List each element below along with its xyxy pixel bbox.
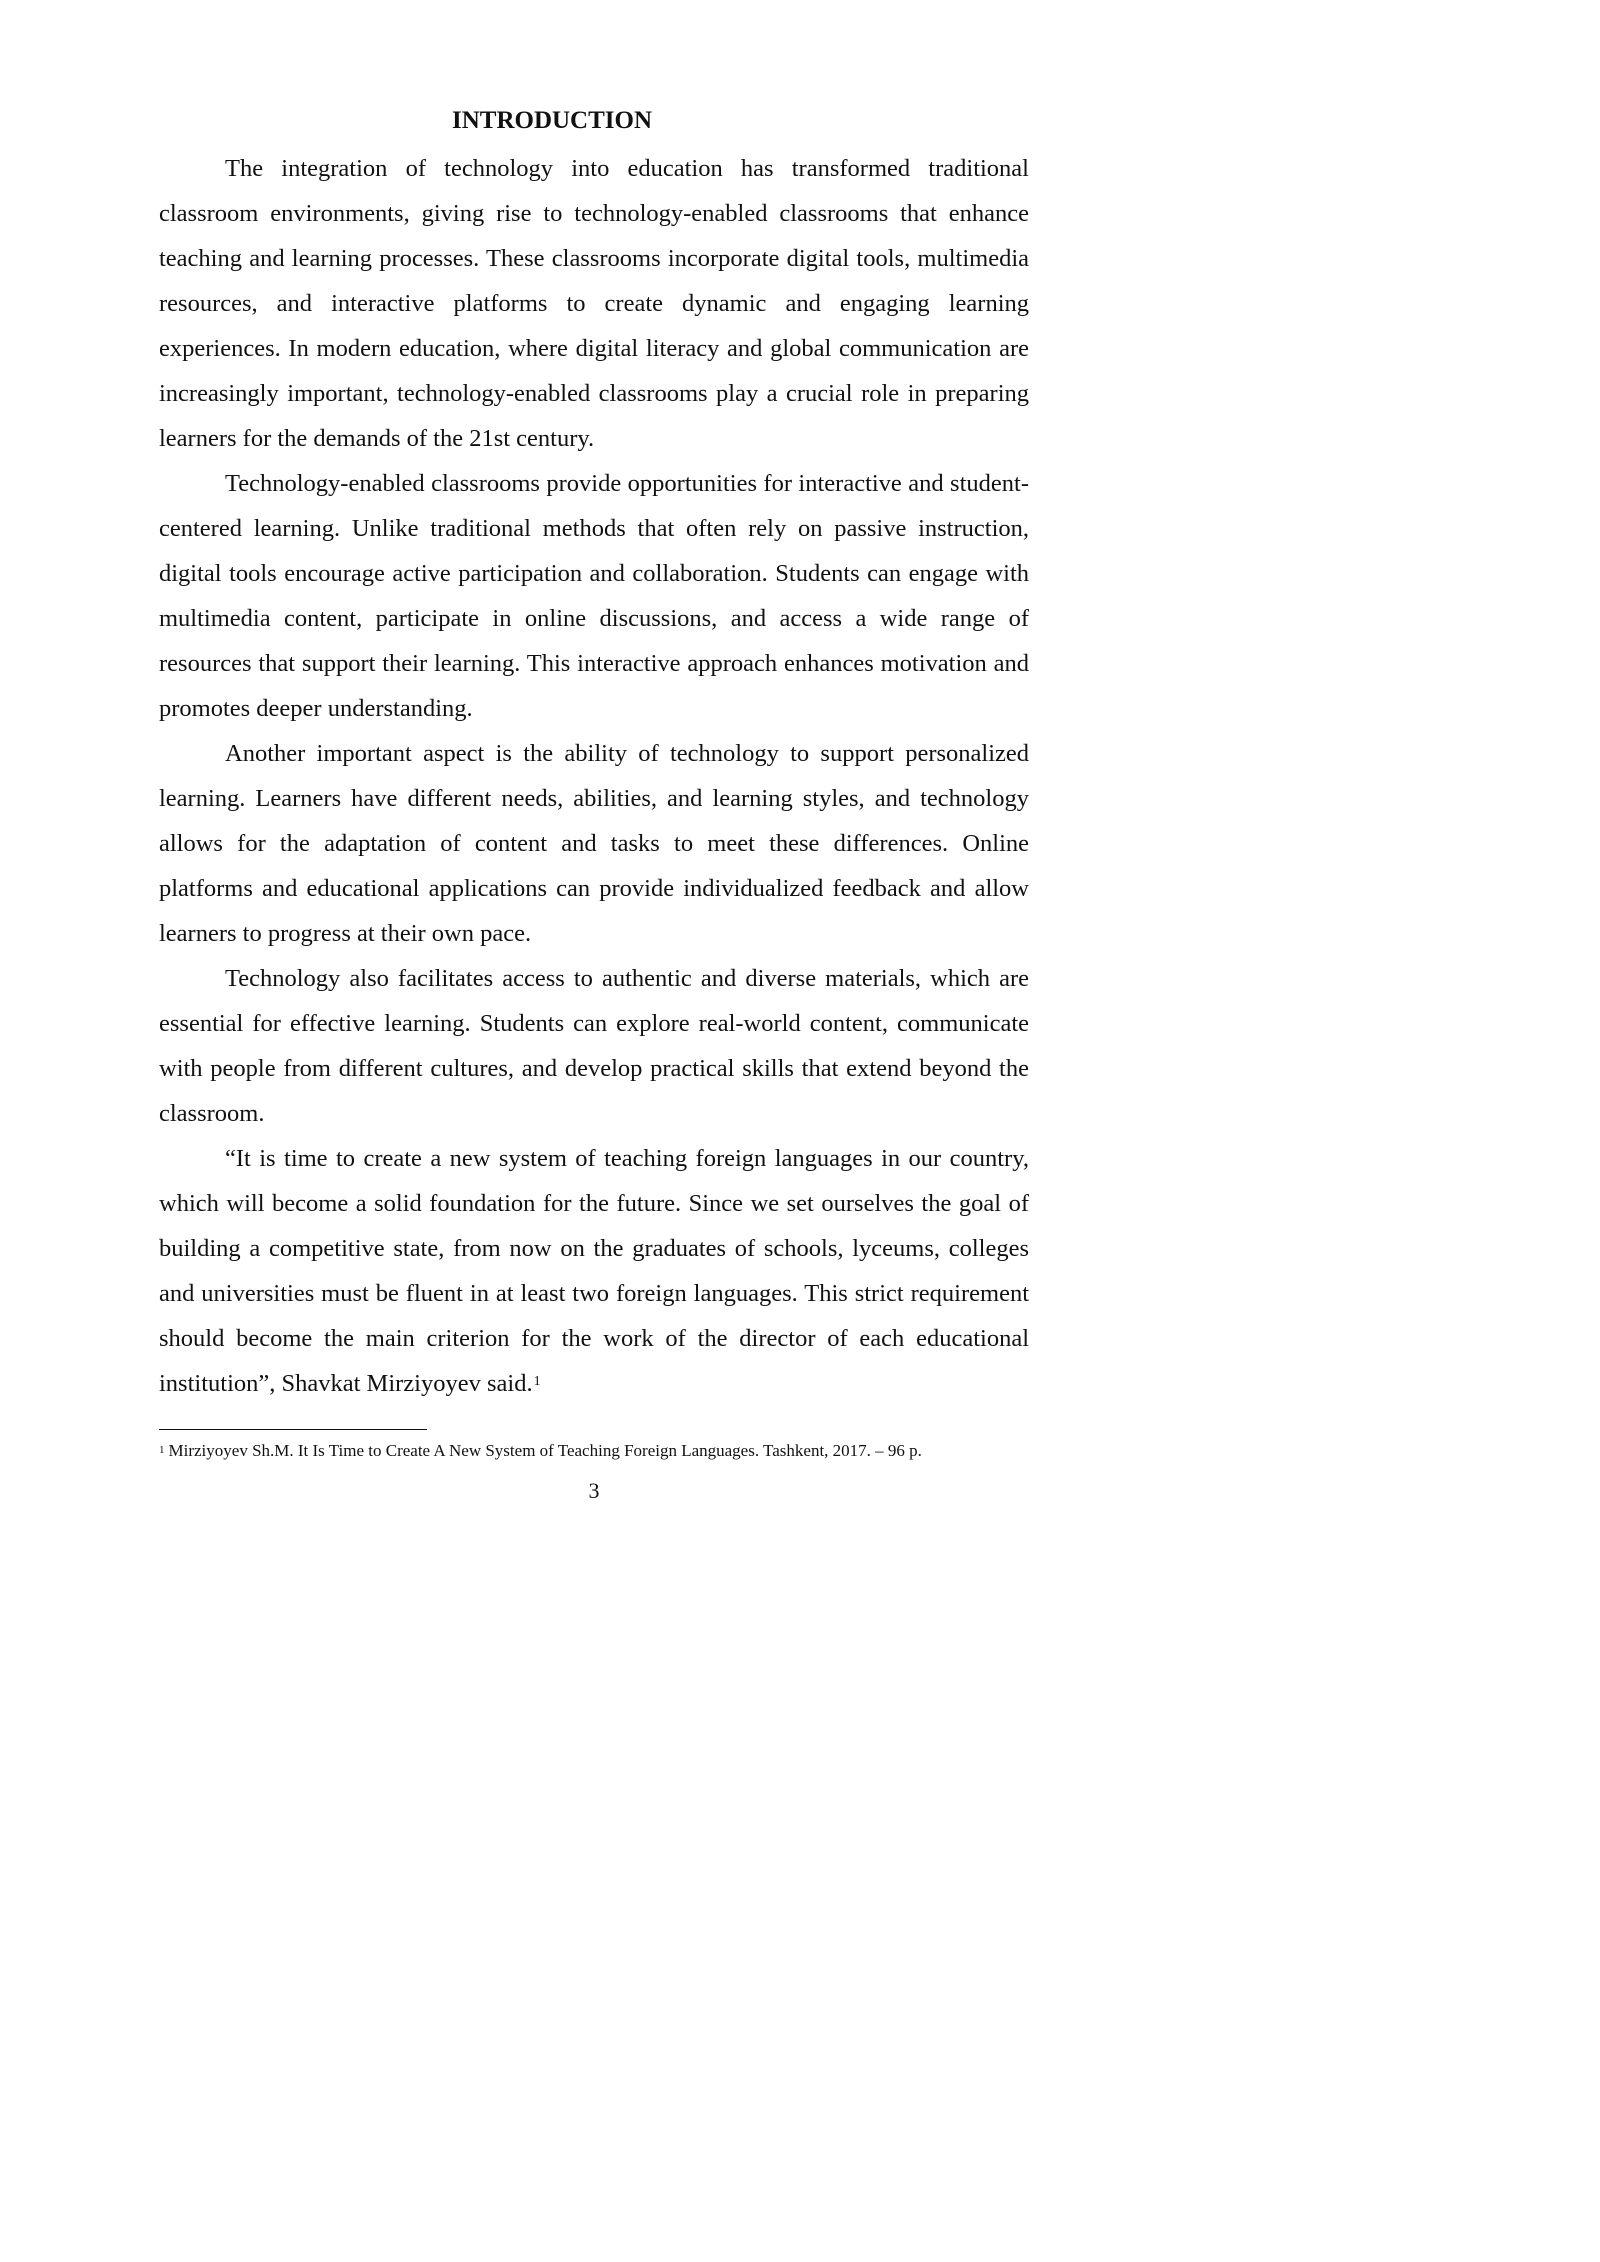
footnote — [159, 1438, 1059, 1464]
quote-text: “It is time to create a new system of teaching foreign languages in our country, which will become a solid foundation for the future. Since we set ourselves the goal of building a competitive state, from now on the graduates of schools, lyceums, colleges and universities must be fluent in at least two foreign languages. This strict requirement should become the main criterion for the work of the director of each educational institution”, Shavkat Mirziyoyev said. — [159, 1145, 1029, 1397]
paragraph-3: Another important aspect is the ability of technology to support personalized learning. Learners have different needs, abilities, and learning styles, and technology allows for the adaptation of content and tasks to meet these differences. Online platforms and educational applications can provide individualized feedback and allow learners to progress at their own pace. — [159, 740, 1029, 947]
footnote-text: Mirziyoyev Sh.M. It Is Time to Create A New System of Teaching Foreign Languages. Tashkent, 2017. – 96 p. — [168, 1441, 922, 1460]
footnote-reference: 1 — [533, 1374, 541, 1389]
footnote-separator — [159, 1429, 427, 1430]
paragraph-2: Technology-enabled classrooms provide opportunities for interactive and student-centered learning. Unlike traditional methods that often rely on passive instruction, digital tools encourage active participation and collaboration. Students can engage with multimedia content, participate in online discussions, and access a wide range of resources that support their learning. This interactive approach enhances motivation and promotes deeper understanding. — [159, 470, 1029, 722]
page-number: 3 — [588, 1478, 600, 1503]
paragraph-1: The integration of technology into education has transformed traditional classroom environments, giving rise to technology-enabled classrooms that enhance teaching and learning processes. These classrooms incorporate digital tools, multimedia resources, and interactive platforms to create dynamic and engaging learning experiences. In modern education, where digital literacy and global communication are increasingly important, technology-enabled classrooms play a crucial role in preparing learners for the demands of the 21st century. — [159, 155, 1029, 452]
document-page — [0, 0, 1100, 1556]
page-title: INTRODUCTION — [451, 107, 653, 134]
paragraph-4: Technology also facilitates access to authentic and diverse materials, which are essential for effective learning. Students can explore real-world content, communicate with people from different cultures, and develop practical skills that extend beyond the classroom. — [159, 965, 1029, 1127]
paragraph-5-quote — [159, 1136, 1029, 1406]
body-text — [159, 146, 1029, 1406]
footnote-marker: 1 — [159, 1444, 165, 1456]
